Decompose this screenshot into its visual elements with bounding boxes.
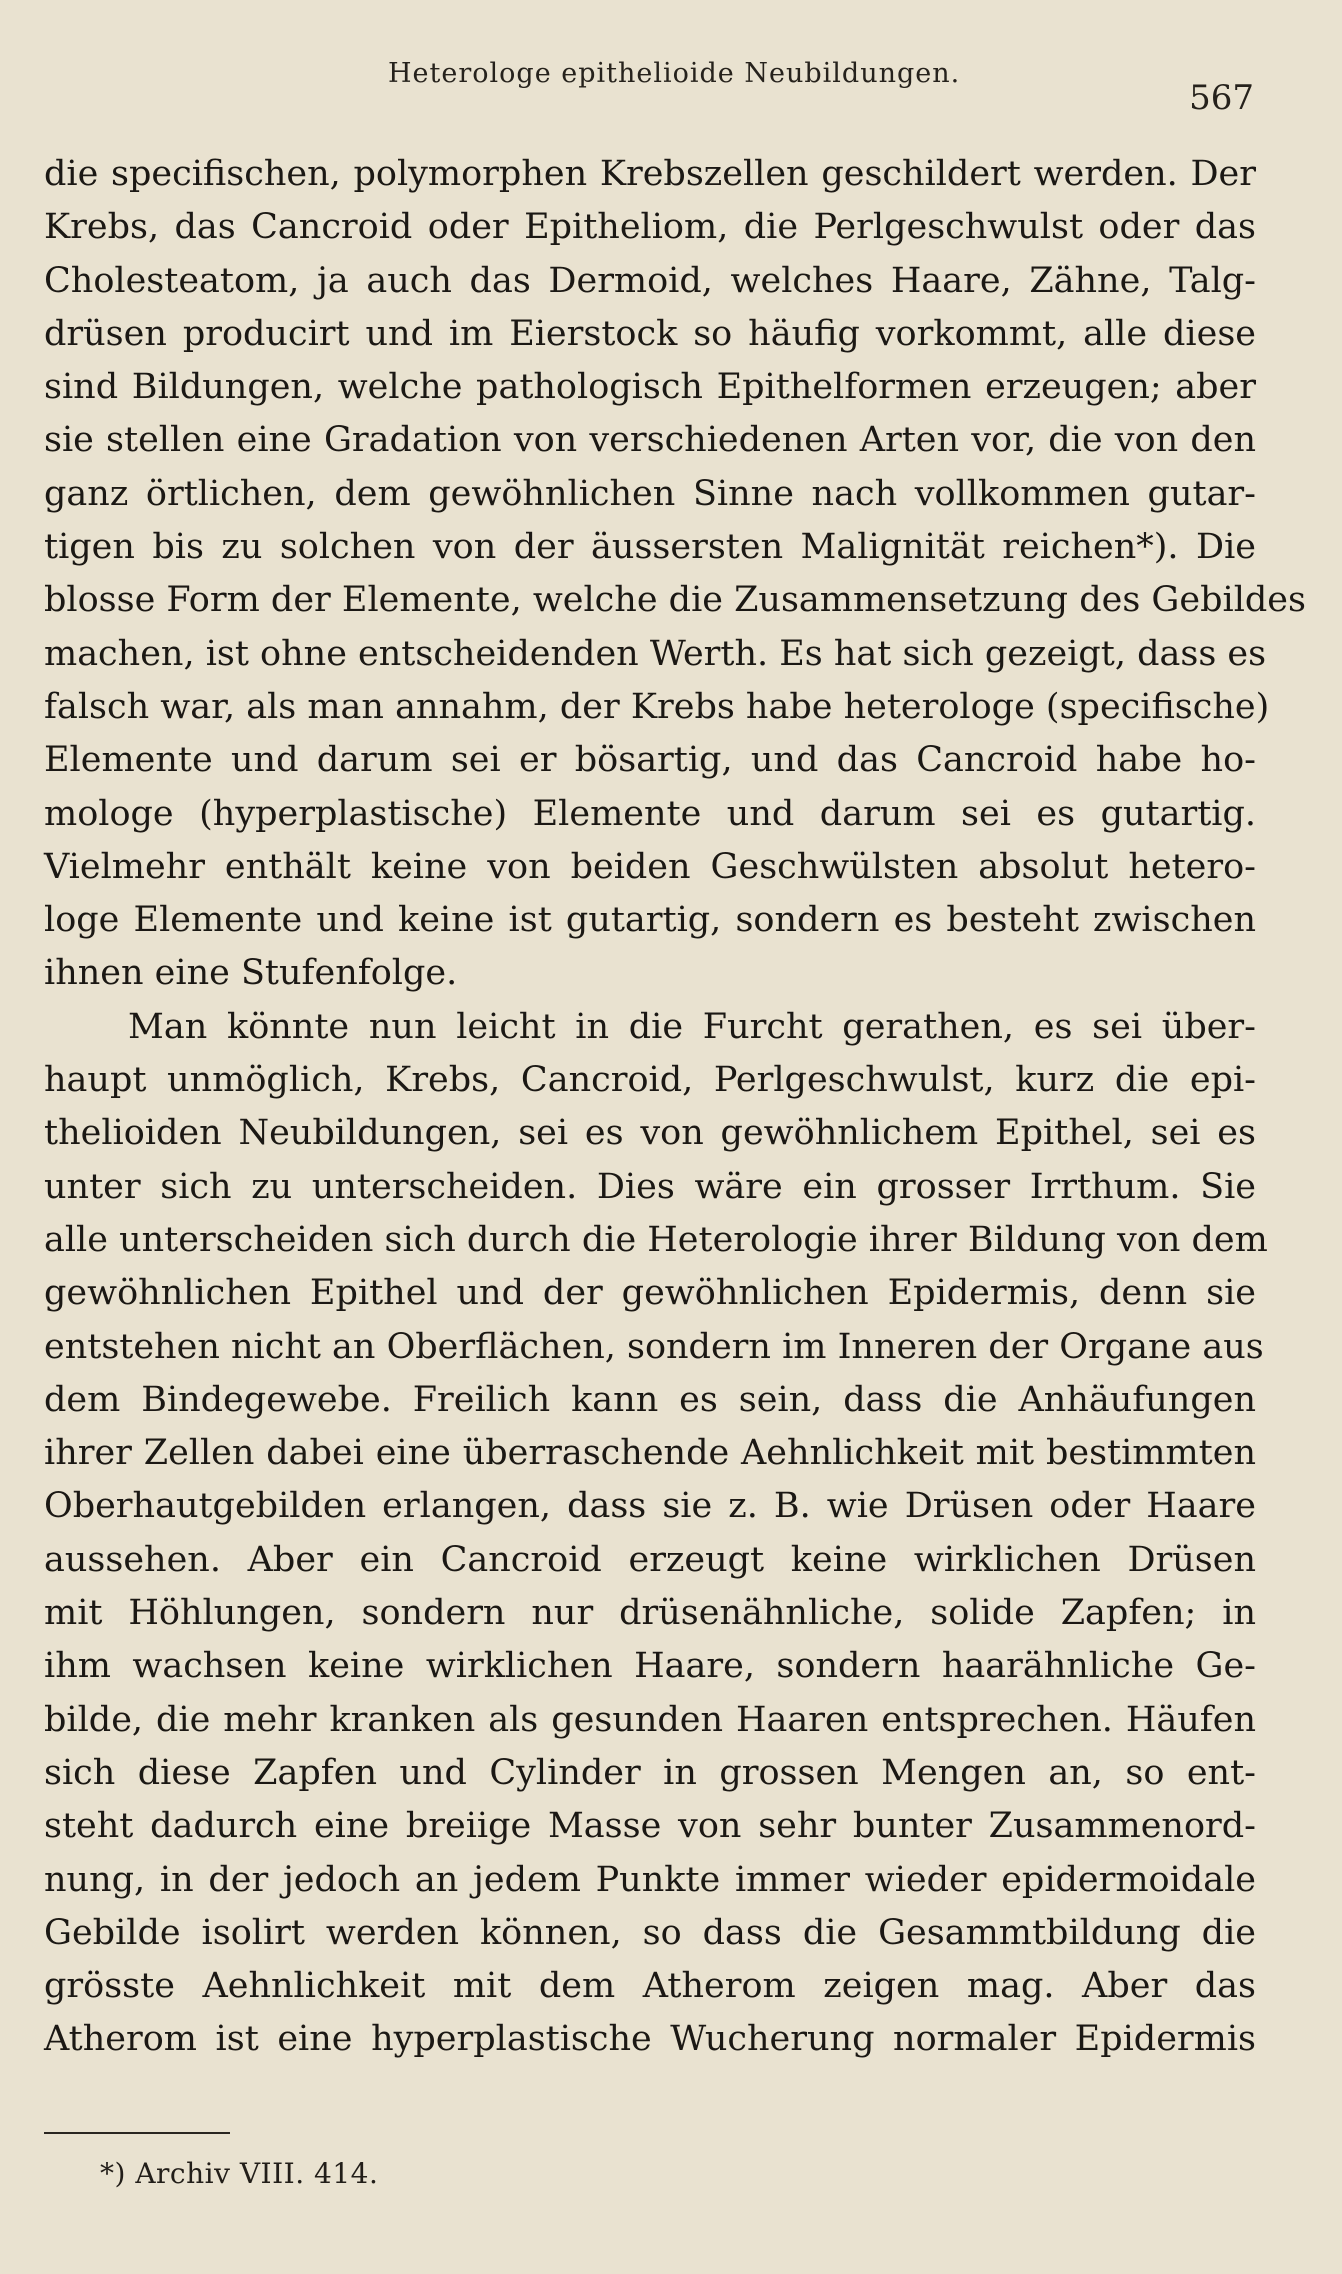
text-line: mologe (hyperplastische) Elemente und darum sei es gutartig. [44, 793, 1256, 834]
text-line: thelioiden Neubildungen, sei es von gewöhnlichem Epithel, sei es [44, 1113, 1256, 1154]
text-line: unter sich zu unterscheiden. Dies wäre ein grosser Irrthum. Sie [44, 1166, 1256, 1207]
text-line: Oberhautgebilden erlangen, dass sie z. B. wie Drüsen oder Haare [44, 1486, 1256, 1527]
paragraph-1 [44, 148, 1306, 1001]
text-line: dem Bindegewebe. Freilich kann es sein, dass die Anhäufungen [44, 1379, 1256, 1420]
text-line: Elemente und darum sei er bösartig, und das Cancroid habe ho- [44, 740, 1256, 781]
text-line: Vielmehr enthält keine von beiden Geschwülsten absolut hetero- [44, 846, 1256, 887]
text-line: Krebs, das Cancroid oder Epitheliom, die Perlgeschwulst oder das [44, 207, 1256, 248]
text-line: blosse Form der Elemente, welche die Zusammensetzung des Gebildes [44, 580, 1306, 621]
text-line: Gebilde isolirt werden können, so dass die Gesammtbildung die [44, 1912, 1256, 1953]
text-line: ganz örtlichen, dem gewöhnlichen Sinne nach vollkommen gutar- [44, 473, 1256, 514]
text-line: machen, ist ohne entscheidenden Werth. Es hat sich gezeigt, dass es [44, 633, 1267, 674]
text-line: sie stellen eine Gradation von verschiedenen Arten vor, die von den [44, 420, 1256, 461]
paragraph-2 [44, 1001, 1268, 2067]
text-line: Man könnte nun leicht in die Furcht gerathen, es sei über- [128, 1006, 1256, 1047]
text-line: mit Höhlungen, sondern nur drüsenähnliche, solide Zapfen; in [44, 1593, 1256, 1634]
text-line: aussehen. Aber ein Cancroid erzeugt keine wirklichen Drüsen [44, 1539, 1256, 1580]
text-line: haupt unmöglich, Krebs, Cancroid, Perlgeschwulst, kurz die epi- [44, 1060, 1256, 1101]
text-line: grösste Aehnlichkeit mit dem Atherom zeigen mag. Aber das [44, 1966, 1256, 2007]
text-line: Atherom ist eine hyperplastische Wucherung normaler Epidermis [44, 2019, 1256, 2060]
text-line: entstehen nicht an Oberflächen, sondern im Inneren der Organe aus [44, 1326, 1264, 1367]
body-text [44, 148, 1306, 2067]
text-line: nung, in der jedoch an jedem Punkte immer wieder epidermoidale [44, 1859, 1256, 1900]
footnote-divider [44, 2132, 230, 2134]
page-number: 567 [1189, 78, 1254, 118]
text-line: falsch war, als man annahm, der Krebs habe heterologe (specifische) [44, 686, 1270, 727]
text-line: sich diese Zapfen und Cylinder in grossen Mengen an, so ent- [44, 1752, 1256, 1793]
text-line: sind Bildungen, welche pathologisch Epithelformen erzeugen; aber [44, 367, 1256, 408]
text-line: bilde, die mehr kranken als gesunden Haaren entsprechen. Häufen [44, 1699, 1256, 1740]
footnote: *) Archiv VIII. 414. [100, 2157, 379, 2190]
text-line: alle unterscheiden sich durch die Heterologie ihrer Bildung von dem [44, 1219, 1268, 1260]
text-line: ihrer Zellen dabei eine überraschende Aehnlichkeit mit bestimmten [44, 1433, 1256, 1474]
text-line: tigen bis zu solchen von der äussersten Malignität reichen*). Die [44, 527, 1256, 568]
text-line: gewöhnlichen Epithel und der gewöhnlichen Epidermis, denn sie [44, 1273, 1256, 1314]
text-line: loge Elemente und keine ist gutartig, sondern es besteht zwischen [44, 900, 1256, 941]
text-line: die specifischen, polymorphen Krebszellen geschildert werden. Der [44, 154, 1256, 194]
text-line: steht dadurch eine breiige Masse von sehr bunter Zusammenord- [44, 1806, 1256, 1847]
text-line: ihnen eine Stufenfolge. [44, 953, 458, 994]
text-line: ihm wachsen keine wirklichen Haare, sondern haarähnliche Ge- [44, 1646, 1256, 1687]
running-head: Heterologe epithelioide Neubildungen. [388, 58, 961, 89]
text-line: Cholesteatom, ja auch das Dermoid, welches Haare, Zähne, Talg- [44, 260, 1256, 301]
text-line: drüsen producirt und im Eierstock so häufig vorkommt, alle diese [44, 313, 1256, 354]
